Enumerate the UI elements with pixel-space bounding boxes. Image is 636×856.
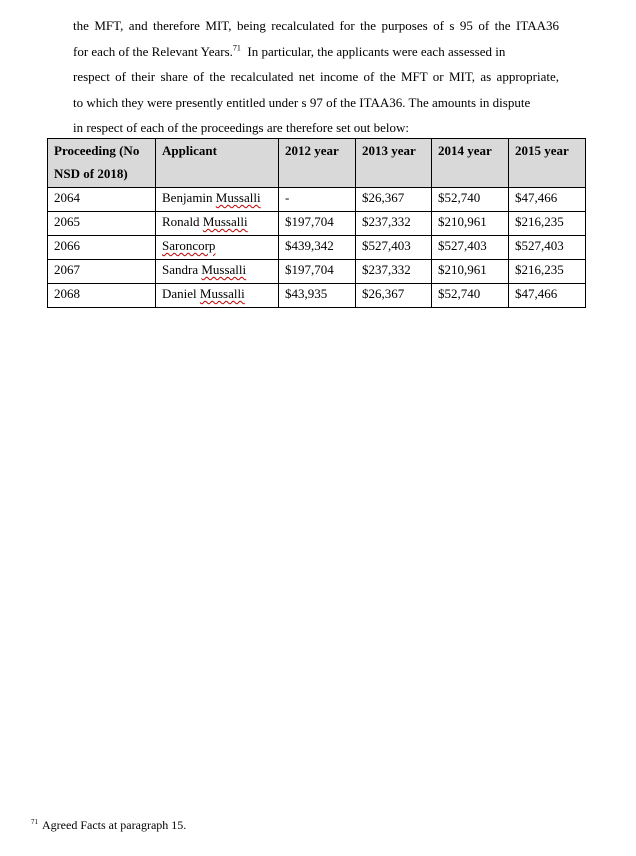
paragraph-line-4: to which they were presently entitled under s 97 of the ITAA36. The amounts in dispute bbox=[73, 94, 531, 110]
cell-2013: $237,332 bbox=[356, 212, 432, 236]
paragraph-line-1: the MFT, and therefore MIT, being recalculated for the purposes of s 95 of the ITAA36 bbox=[73, 18, 559, 33]
cell-2013: $26,367 bbox=[356, 284, 432, 308]
applicant-name: Saroncorp bbox=[162, 238, 216, 253]
cell-applicant: Daniel Mussalli bbox=[156, 284, 279, 308]
table-row bbox=[48, 284, 586, 308]
cell-2015: $216,235 bbox=[509, 212, 586, 236]
cell-2012: $197,704 bbox=[279, 212, 356, 236]
cell-applicant: Ronald Mussalli bbox=[156, 212, 279, 236]
table-header-row bbox=[48, 139, 586, 188]
header-2014: 2014 year bbox=[432, 139, 509, 188]
header-proceeding: Proceeding (No NSD of 2018) bbox=[48, 139, 156, 188]
cell-proceeding: 2066 bbox=[48, 236, 156, 260]
footnote bbox=[31, 816, 186, 834]
footnote-number: 71 bbox=[31, 818, 38, 826]
header-applicant: Applicant bbox=[156, 139, 279, 188]
paragraph-line-2-text: for each of the Relevant Years. bbox=[73, 43, 233, 59]
cell-proceeding: 2064 bbox=[48, 188, 156, 212]
cell-2014: $210,961 bbox=[432, 260, 509, 284]
amounts-in-dispute-table bbox=[47, 138, 586, 308]
cell-2014: $52,740 bbox=[432, 188, 509, 212]
cell-2014: $210,961 bbox=[432, 212, 509, 236]
applicant-surname: Mussalli bbox=[202, 214, 248, 229]
cell-2015: $47,466 bbox=[509, 284, 586, 308]
cell-applicant: Benjamin Mussalli bbox=[156, 188, 279, 212]
header-2013: 2013 year bbox=[356, 139, 432, 188]
table-row bbox=[48, 212, 586, 236]
paragraph-line-2-cont: In particular, the applicants were each assessed in bbox=[247, 43, 506, 59]
paragraph-line-5: in respect of each of the proceedings are therefore set out below: bbox=[73, 120, 410, 135]
body-paragraph bbox=[73, 13, 559, 141]
table-row bbox=[48, 260, 586, 284]
applicant-surname: Mussalli bbox=[215, 190, 261, 205]
table-row bbox=[48, 236, 586, 260]
cell-2015: $216,235 bbox=[509, 260, 586, 284]
cell-2012: - bbox=[279, 188, 356, 212]
applicant-surname: Mussalli bbox=[201, 262, 247, 277]
cell-2012: $43,935 bbox=[279, 284, 356, 308]
cell-2013: $237,332 bbox=[356, 260, 432, 284]
cell-2014: $52,740 bbox=[432, 284, 509, 308]
cell-2015: $527,403 bbox=[509, 236, 586, 260]
cell-2013: $527,403 bbox=[356, 236, 432, 260]
cell-2013: $26,367 bbox=[356, 188, 432, 212]
cell-proceeding: 2067 bbox=[48, 260, 156, 284]
cell-applicant bbox=[156, 236, 279, 260]
cell-proceeding: 2065 bbox=[48, 212, 156, 236]
cell-2012: $439,342 bbox=[279, 236, 356, 260]
header-2012: 2012 year bbox=[279, 139, 356, 188]
applicant-surname: Mussalli bbox=[199, 286, 245, 301]
cell-2012: $197,704 bbox=[279, 260, 356, 284]
cell-2015: $47,466 bbox=[509, 188, 586, 212]
cell-proceeding: 2068 bbox=[48, 284, 156, 308]
cell-2014: $527,403 bbox=[432, 236, 509, 260]
paragraph-line-2 bbox=[73, 39, 559, 65]
table-row bbox=[48, 188, 586, 212]
cell-applicant: Sandra Mussalli bbox=[156, 260, 279, 284]
footnote-text: Agreed Facts at paragraph 15. bbox=[42, 818, 187, 832]
paragraph-line-3: respect of their share of the recalculated net income of the MFT or MIT, as appropriate, bbox=[73, 69, 559, 84]
footnote-reference[interactable]: 71 bbox=[232, 43, 241, 53]
header-2015: 2015 year bbox=[509, 139, 586, 188]
